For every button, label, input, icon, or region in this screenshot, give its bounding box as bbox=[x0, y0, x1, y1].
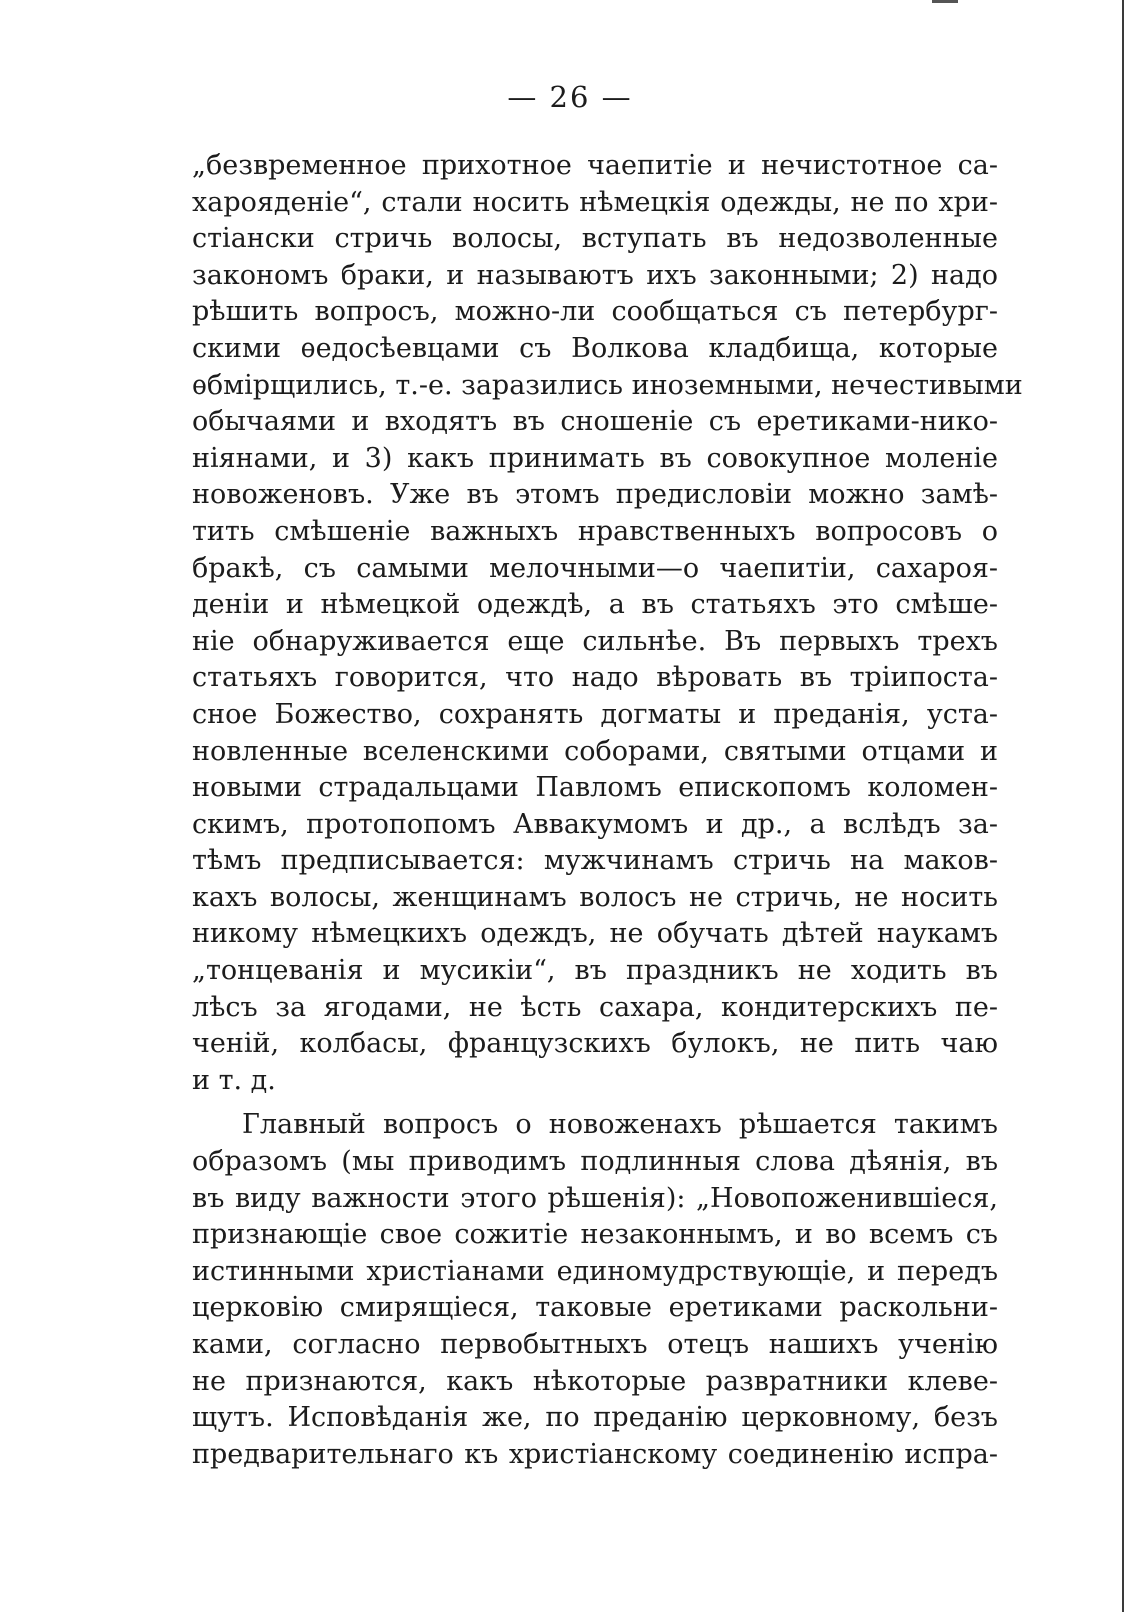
text-line: тѣмъ предписывается: мужчинамъ стричь на маков- bbox=[192, 845, 998, 877]
text-line: церковію смирящіеся, таковые еретиками раскольни- bbox=[192, 1292, 998, 1324]
text-line: бракѣ, съ самыми мелочными—о чаепитіи, сахароя- bbox=[192, 552, 998, 584]
text-line: ками, согласно первобытныхъ отецъ нашихъ ученію bbox=[192, 1329, 998, 1360]
text-line: новыми страдальцами Павломъ епископомъ коломен- bbox=[192, 772, 998, 804]
text-line: истинными христіанами единомудрствующіе, и передъ bbox=[192, 1255, 998, 1287]
body-text bbox=[192, 148, 1023, 1473]
text-line: новленные вселенскими соборами, святыми отцами и bbox=[192, 735, 998, 767]
text-line: харояденіе“, стали носить нѣмецкія одежды, не по хри- bbox=[192, 186, 998, 218]
text-line: Главный вопросъ о новоженахъ рѣшается такимъ bbox=[242, 1109, 998, 1141]
page-number: — 26 — bbox=[507, 80, 633, 114]
text-line: ніе обнаруживается еще сильнѣе. Въ первыхъ трехъ bbox=[192, 625, 998, 657]
text-line: ніянами, и 3) какъ принимать въ совокупное моленіе bbox=[192, 442, 998, 474]
text-line: скими ѳедосѣевцами съ Волкова кладбища, которые bbox=[192, 332, 998, 364]
text-line: образомъ (мы приводимъ подлинныя слова дѣянія, въ bbox=[192, 1146, 998, 1178]
text-line: признающіе свое сожитіе незаконнымъ, и во всемъ съ bbox=[192, 1219, 998, 1251]
text-line: тить смѣшеніе важныхъ нравственныхъ вопросовъ о bbox=[192, 515, 998, 547]
text-line: никому нѣмецкихъ одеждъ, не обучать дѣтей наукамъ bbox=[192, 918, 998, 950]
text-line: не признаются, какъ нѣкоторые развратники клеве- bbox=[192, 1365, 998, 1397]
page-edge-line bbox=[1122, 0, 1124, 1612]
text-line: ѳбмірщились, т.-е. заразились иноземными, нечестивыми bbox=[192, 369, 1023, 401]
text-line: новоженовъ. Уже въ этомъ предисловіи можно замѣ- bbox=[192, 479, 998, 511]
text-line: „безвременное прихотное чаепитіе и нечистотное са- bbox=[192, 150, 998, 181]
text-line: въ виду важности этого рѣшенія): „Новопоженившіеся, bbox=[192, 1182, 998, 1214]
text-line: и т. д. bbox=[192, 1064, 276, 1096]
text-line: деніи и нѣмецкой одеждѣ, а въ статьяхъ это смѣше- bbox=[192, 589, 998, 621]
text-line: статьяхъ говорится, что надо вѣровать въ тріипоста- bbox=[192, 662, 998, 694]
text-line: сное Божество, сохранять догматы и преданія, уста- bbox=[192, 698, 998, 730]
text-line: обычаями и входятъ въ сношеніе съ еретиками-нико- bbox=[192, 406, 998, 438]
text-line: рѣшить вопросъ, можно-ли сообщаться съ петербург- bbox=[192, 296, 998, 328]
text-line: стіански стричь волосы, вступать въ недозволенные bbox=[192, 223, 998, 255]
text-line: кахъ волосы, женщинамъ волосъ не стричь, не носить bbox=[192, 881, 998, 913]
text-line: предварительнаго къ христіанскому соединенію испра- bbox=[192, 1438, 998, 1470]
paragraph-1 bbox=[192, 148, 1023, 1099]
text-line: „тонцеванія и мусикіи“, въ праздникъ не ходить въ bbox=[192, 955, 998, 987]
paragraph-2 bbox=[192, 1107, 998, 1473]
text-line: ченій, колбасы, французскихъ булокъ, не пить чаю bbox=[192, 1028, 998, 1060]
text-line: закономъ браки, и называютъ ихъ законными; 2) надо bbox=[192, 259, 998, 291]
page-edge-mark bbox=[932, 0, 958, 3]
text-line: щутъ. Исповѣданія же, по преданію церковному, безъ bbox=[192, 1402, 998, 1434]
text-line: скимъ, протопопомъ Аввакумомъ и др., а вслѣдъ за- bbox=[192, 808, 998, 840]
text-line: лѣсъ за ягодами, не ѣсть сахара, кондитерскихъ пе- bbox=[192, 991, 998, 1023]
